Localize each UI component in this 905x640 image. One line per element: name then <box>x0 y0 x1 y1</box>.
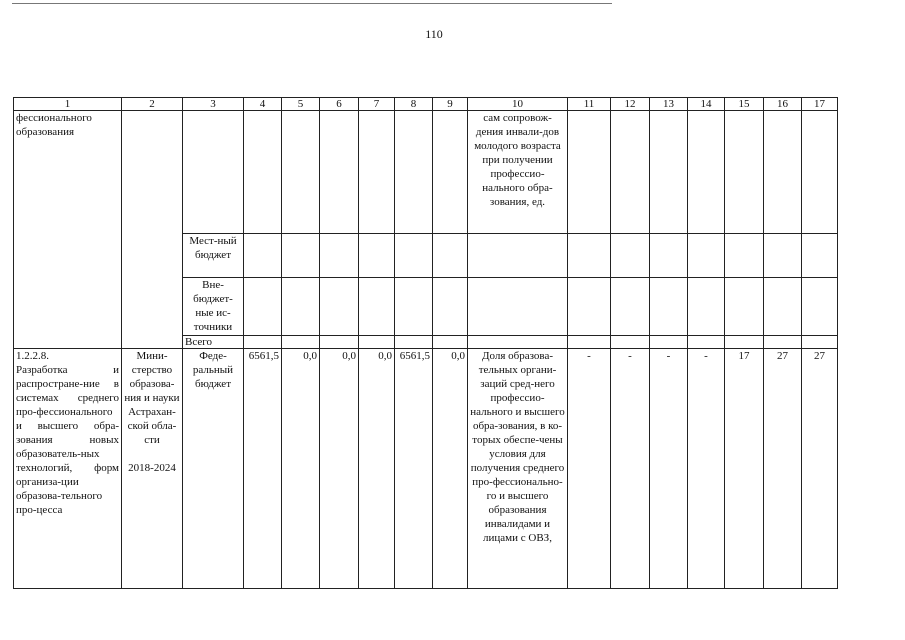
empty-cell <box>468 336 568 349</box>
empty-cell <box>395 111 433 234</box>
page-number: 110 <box>425 27 443 41</box>
header-cell: 14 <box>688 98 725 111</box>
header-cell: 2 <box>122 98 183 111</box>
empty-cell <box>725 336 764 349</box>
empty-cell <box>282 234 320 278</box>
header-cell: 16 <box>764 98 802 111</box>
empty-cell <box>359 336 395 349</box>
empty-cell <box>764 336 802 349</box>
empty-cell <box>568 234 611 278</box>
value-cell: 0,0 <box>320 349 359 589</box>
value-cell: 27 <box>802 349 838 589</box>
continuation-row <box>14 111 838 234</box>
header-cell: 3 <box>183 98 244 111</box>
empty-cell <box>725 111 764 234</box>
header-cell: 13 <box>650 98 688 111</box>
value-cell: 17 <box>725 349 764 589</box>
local-budget-label: Мест-ный бюджет <box>183 234 244 278</box>
empty-cell <box>183 111 244 234</box>
empty-cell <box>764 111 802 234</box>
value-cell: 27 <box>764 349 802 589</box>
empty-cell <box>433 111 468 234</box>
empty-cell <box>359 278 395 336</box>
empty-cell <box>244 278 282 336</box>
item-name-cell <box>14 349 122 589</box>
empty-cell <box>688 111 725 234</box>
header-cell: 6 <box>320 98 359 111</box>
empty-cell <box>395 234 433 278</box>
value-cell: 0,0 <box>359 349 395 589</box>
value-cell: - <box>650 349 688 589</box>
empty-cell <box>688 278 725 336</box>
empty-cell <box>802 111 838 234</box>
header-cell: 1 <box>14 98 122 111</box>
empty-cell <box>359 111 395 234</box>
empty-cell <box>611 111 650 234</box>
total-label: Всего <box>183 336 244 349</box>
value-cell: - <box>568 349 611 589</box>
empty-cell <box>688 336 725 349</box>
empty-cell <box>611 278 650 336</box>
item-name: Разработка и распростране-ние в системах среднего про-фессионального и высшего обра-зования новых образователь-ных технологий, форм организа-ции образова-тельного про-цесса <box>16 364 119 516</box>
header-cell: 8 <box>395 98 433 111</box>
empty-cell <box>611 336 650 349</box>
empty-cell <box>244 234 282 278</box>
empty-cell <box>244 336 282 349</box>
continuation-indicator-cell: сам сопровож-дения инвали-дов молодого возраста при получении профессио-нального обра-зования, ед. <box>468 111 568 234</box>
empty-cell <box>568 111 611 234</box>
empty-cell <box>282 111 320 234</box>
empty-cell <box>650 234 688 278</box>
empty-cell <box>122 111 183 349</box>
header-cell: 15 <box>725 98 764 111</box>
empty-cell <box>650 278 688 336</box>
empty-cell <box>611 234 650 278</box>
empty-cell <box>725 234 764 278</box>
years: 2018-2024 <box>128 462 176 474</box>
extra-budget-label: Вне-бюджет-ные ис-точники <box>183 278 244 336</box>
header-cell: 9 <box>433 98 468 111</box>
value-cell: 0,0 <box>433 349 468 589</box>
header-cell: 10 <box>468 98 568 111</box>
executor-cell <box>122 349 183 589</box>
empty-cell <box>395 336 433 349</box>
empty-cell <box>320 278 359 336</box>
empty-cell <box>568 336 611 349</box>
empty-cell <box>764 278 802 336</box>
empty-cell <box>320 234 359 278</box>
value-cell: 6561,5 <box>244 349 282 589</box>
item-number: 1.2.2.8. <box>16 350 49 362</box>
header-cell: 4 <box>244 98 282 111</box>
item-row <box>14 349 838 589</box>
empty-cell <box>320 111 359 234</box>
header-cell: 5 <box>282 98 320 111</box>
header-cell: 7 <box>359 98 395 111</box>
empty-cell <box>395 278 433 336</box>
empty-cell <box>802 336 838 349</box>
empty-cell <box>468 234 568 278</box>
executor: Мини-стерство образова-ния и науки Астрахан-ской обла-сти <box>124 350 180 446</box>
empty-cell <box>725 278 764 336</box>
header-cell: 11 <box>568 98 611 111</box>
empty-cell <box>433 336 468 349</box>
empty-cell <box>688 234 725 278</box>
funding-source: Феде-ральный бюджет <box>183 349 244 589</box>
value-cell: 0,0 <box>282 349 320 589</box>
program-table <box>13 97 838 589</box>
header-row <box>14 98 838 111</box>
empty-cell <box>802 278 838 336</box>
value-cell: - <box>611 349 650 589</box>
top-rule <box>12 3 612 4</box>
value-cell: - <box>688 349 725 589</box>
empty-cell <box>764 234 802 278</box>
header-cell: 12 <box>611 98 650 111</box>
empty-cell <box>568 278 611 336</box>
empty-cell <box>468 278 568 336</box>
empty-cell <box>282 336 320 349</box>
empty-cell <box>650 336 688 349</box>
empty-cell <box>433 278 468 336</box>
header-cell: 17 <box>802 98 838 111</box>
value-cell: 6561,5 <box>395 349 433 589</box>
empty-cell <box>359 234 395 278</box>
empty-cell <box>802 234 838 278</box>
empty-cell <box>320 336 359 349</box>
indicator-cell: Доля образова-тельных органи-заций сред-него профессио-нального и высшего обра-зования, в ко-торых обеспе-чены условия для получения среднего про-фессионально-го и высшего образования инвалидами и лицами с ОВЗ, <box>468 349 568 589</box>
empty-cell <box>433 234 468 278</box>
empty-cell <box>282 278 320 336</box>
empty-cell <box>650 111 688 234</box>
empty-cell <box>244 111 282 234</box>
continuation-name-cell: фессионального образования <box>14 111 122 349</box>
